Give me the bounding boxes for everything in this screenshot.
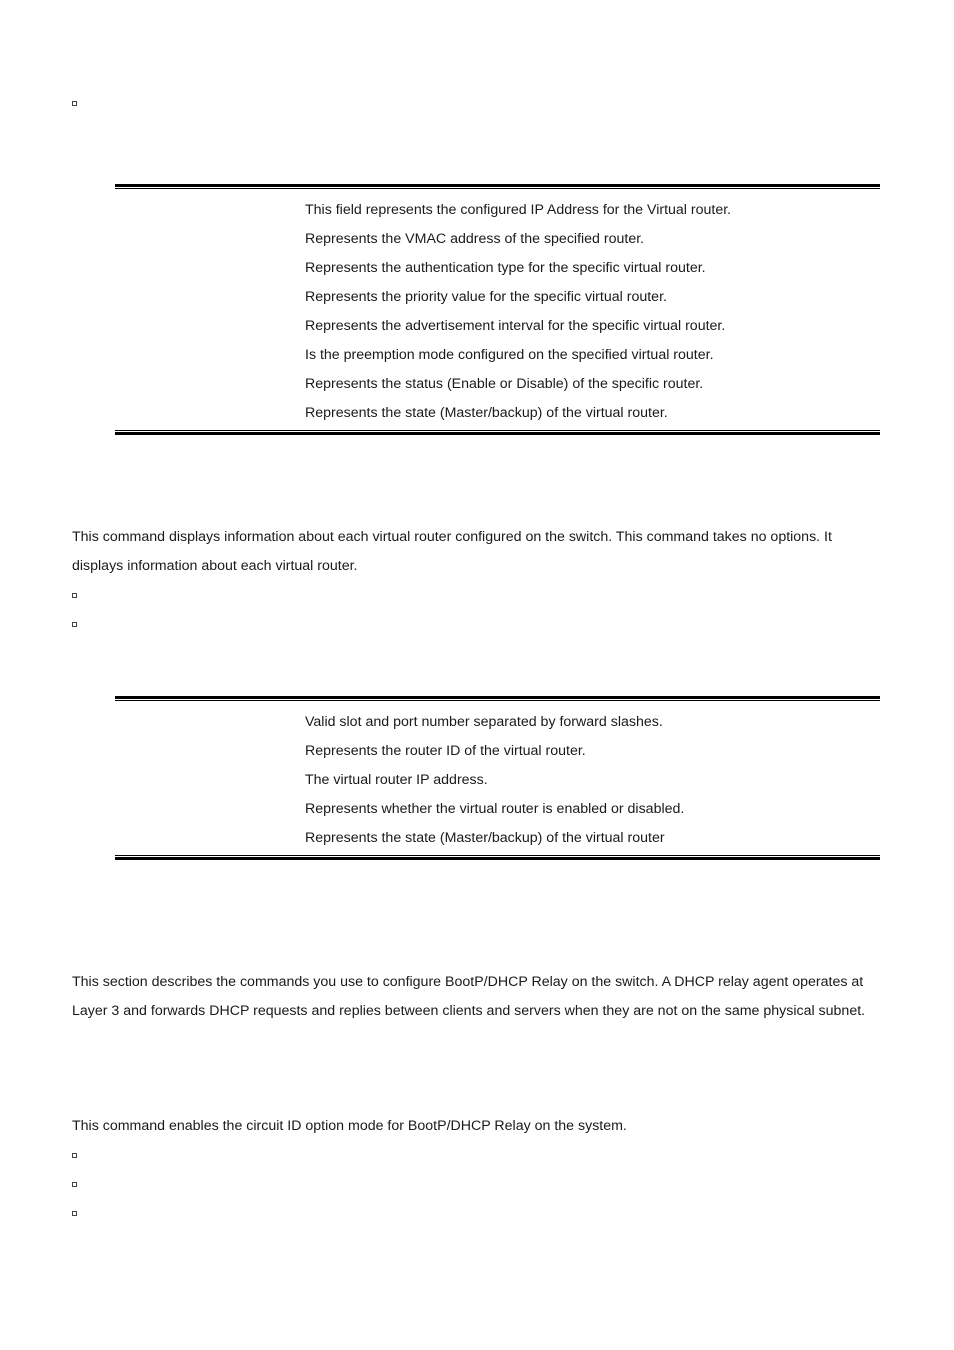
table-row [115, 311, 880, 340]
list-bullet [72, 1211, 77, 1216]
field-description: The virtual router IP address. [305, 771, 488, 788]
list-bullet [72, 593, 77, 598]
table-row [115, 823, 880, 852]
table-row [115, 794, 880, 823]
field-description: Represents whether the virtual router is enabled or disabled. [305, 800, 685, 817]
field-description: This field represents the configured IP Address for the Virtual router. [305, 201, 732, 218]
field-description: Represents the authentication type for the specific virtual router. [305, 259, 706, 276]
command-description: This command enables the circuit ID option mode for BootP/DHCP Relay on the system. [72, 1118, 627, 1134]
vrrp-fields-table [115, 184, 880, 435]
table-row [115, 282, 880, 311]
table-row [115, 253, 880, 282]
field-description: Represents the state (Master/backup) of the virtual router [305, 829, 665, 846]
field-description: Represents the state (Master/backup) of the virtual router. [305, 404, 668, 421]
field-description: Represents the router ID of the virtual router. [305, 742, 586, 759]
command-description: This command displays information about each virtual router configured on the switch. This command takes no options. It displays information about each virtual router. [72, 529, 832, 574]
table-row [115, 707, 880, 736]
field-description: Represents the priority value for the specific virtual router. [305, 288, 667, 305]
list-bullet [72, 1182, 77, 1187]
table-bottom-rule [115, 430, 880, 435]
section-description: This section describes the commands you use to configure BootP/DHCP Relay on the switch. A DHCP relay agent operates at Layer 3 and forwards DHCP requests and replies between clients and servers when they are not on the same physical subnet. [72, 974, 866, 1019]
virtual-router-brief-table [115, 696, 880, 860]
table-bottom-rule [115, 855, 880, 860]
field-description: Valid slot and port number separated by forward slashes. [305, 713, 663, 730]
list-bullet [72, 101, 77, 106]
field-description: Represents the advertisement interval for the specific virtual router. [305, 317, 726, 334]
table-row [115, 224, 880, 253]
list-bullet [72, 1153, 77, 1158]
table-row [115, 340, 880, 369]
table-row [115, 765, 880, 794]
field-description: Represents the VMAC address of the specified router. [305, 230, 645, 247]
field-description: Represents the status (Enable or Disable) of the specific router. [305, 375, 704, 392]
list-bullet [72, 622, 77, 627]
table-row [115, 736, 880, 765]
table-row [115, 195, 880, 224]
field-description: Is the preemption mode configured on the specified virtual router. [305, 346, 714, 363]
table-row [115, 398, 880, 427]
table-row [115, 369, 880, 398]
